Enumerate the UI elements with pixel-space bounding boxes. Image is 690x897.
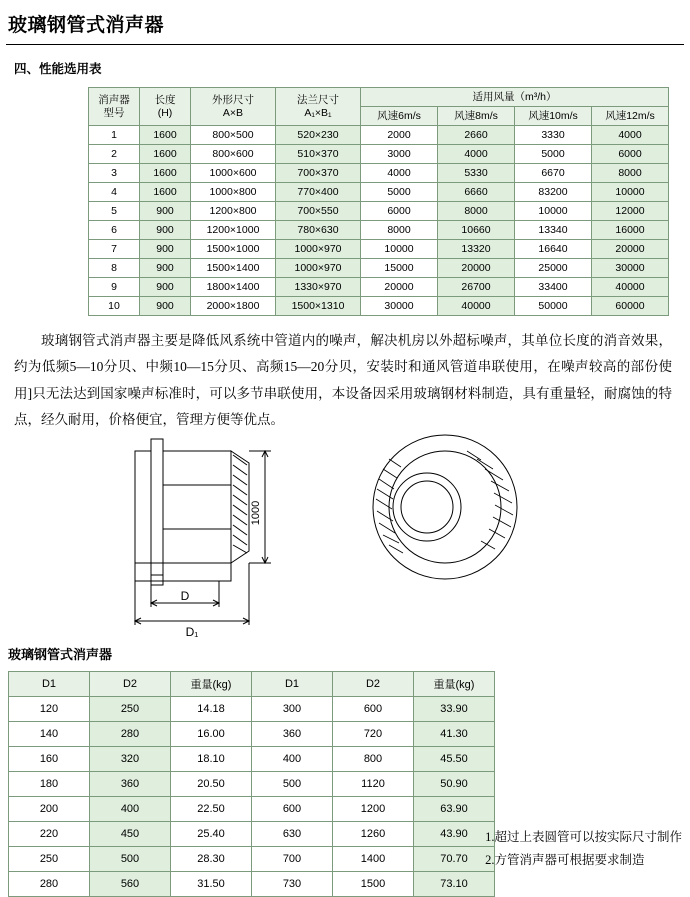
dims-header-weight-b: 重量(kg) [414,672,495,697]
dims-header-d1-a: D1 [9,672,90,697]
cell-v10: 10000 [515,202,592,221]
cell-v6: 8000 [361,221,438,240]
cell-weight-b: 41.30 [414,722,495,747]
cell-outer: 800×600 [191,145,276,164]
cell-weight-b: 73.10 [414,872,495,897]
table-row [89,240,669,259]
cell-v8: 10660 [438,221,515,240]
table-row [9,872,495,897]
cell-v12: 6000 [592,145,669,164]
header-length [140,88,191,126]
note-2: 2.方管消声器可根据要求制造 [485,852,645,867]
page-title: 玻璃钢管式消声器 [8,15,165,36]
cell-d1-b: 400 [252,747,333,772]
cell-v6: 6000 [361,202,438,221]
table-row [9,797,495,822]
cell-d2-a: 400 [90,797,171,822]
header-airflow: 适用风量（m³/h） [361,88,669,107]
silencer-drawing-svg [115,433,575,638]
cell-weight-b: 50.90 [414,772,495,797]
header-outer-size [191,88,276,126]
cell-v10: 6670 [515,164,592,183]
cell-d2-b: 1400 [333,847,414,872]
cell-weight-a: 20.50 [171,772,252,797]
cell-v8: 20000 [438,259,515,278]
table-row [9,847,495,872]
cell-v12: 60000 [592,297,669,316]
body-paragraph: 玻璃钢管式消声器主要是降低风系统中管道内的噪声，解决机房以外超标噪声，其单位长度的消音效果，约为低频5—10分贝、中频10—15分贝、高频15—20分贝，安装时和通风管道串联使用，在噪声较高的部份使用]只无法达到国家噪声标准时，可以多节串联使用，本设备因采用玻璃钢材料制造，具有重量轻，耐腐蚀的特点，经久耐用，价格便宜，管理方便等优点。 [14,333,672,427]
cell-v10: 33400 [515,278,592,297]
cell-d2-a: 280 [90,722,171,747]
cell-d1-a: 140 [9,722,90,747]
performance-table [88,87,669,316]
header-speed-12: 风速12m/s [592,107,669,126]
dim-d-label: D [180,589,190,604]
cell-length: 1600 [140,164,191,183]
cell-outer: 1200×800 [191,202,276,221]
cell-d2-a: 360 [90,772,171,797]
cell-model: 7 [89,240,140,259]
cell-v8: 2660 [438,126,515,145]
dim-d1-label: D₁ [185,625,199,639]
header-model-line1: 消声器 [98,94,130,107]
cell-length: 900 [140,259,191,278]
dims-table-title: 玻璃钢管式消声器 [8,647,113,663]
cell-d1-a: 120 [9,697,90,722]
dims-header-d1-b: D1 [252,672,333,697]
cell-flange: 1500×1310 [276,297,361,316]
header-speed-8: 风速8m/s [438,107,515,126]
cell-outer: 1000×800 [191,183,276,202]
cell-d1-b: 360 [252,722,333,747]
cell-model: 2 [89,145,140,164]
table-row [89,164,669,183]
cell-flange: 770×400 [276,183,361,202]
cell-model: 1 [89,126,140,145]
cell-d1-b: 500 [252,772,333,797]
cell-d1-a: 250 [9,847,90,872]
cell-d1-b: 300 [252,697,333,722]
header-model-line2: 型号 [103,106,125,119]
cell-d1-b: 730 [252,872,333,897]
cell-length: 900 [140,240,191,259]
table-header-row [89,88,669,107]
cell-v6: 4000 [361,164,438,183]
cell-v8: 5330 [438,164,515,183]
cell-v10: 16640 [515,240,592,259]
cell-v12: 20000 [592,240,669,259]
cell-d2-a: 560 [90,872,171,897]
cell-model: 3 [89,164,140,183]
cell-weight-a: 14.18 [171,697,252,722]
cell-model: 5 [89,202,140,221]
dims-header-weight-a: 重量(kg) [171,672,252,697]
cell-d1-a: 200 [9,797,90,822]
cell-d2-a: 320 [90,747,171,772]
cell-d2-b: 1120 [333,772,414,797]
table-row [9,822,495,847]
performance-table-wrap [0,77,690,316]
cell-v12: 8000 [592,164,669,183]
header-speed-10: 风速10m/s [515,107,592,126]
cell-v12: 10000 [592,183,669,202]
table-row [89,297,669,316]
cell-d2-b: 1500 [333,872,414,897]
cell-d1-a: 280 [9,872,90,897]
cell-weight-b: 63.90 [414,797,495,822]
cell-d1-b: 630 [252,822,333,847]
cell-v6: 30000 [361,297,438,316]
cell-outer: 2000×1800 [191,297,276,316]
cell-v12: 16000 [592,221,669,240]
cell-model: 6 [89,221,140,240]
cell-weight-a: 31.50 [171,872,252,897]
header-flange-line2: A₁×B₁ [304,106,332,119]
cell-v12: 4000 [592,126,669,145]
cell-outer: 1500×1000 [191,240,276,259]
cell-model: 8 [89,259,140,278]
header-model [89,88,140,126]
cell-weight-a: 18.10 [171,747,252,772]
cell-d1-a: 160 [9,747,90,772]
cell-weight-b: 70.70 [414,847,495,872]
table-row [89,278,669,297]
cell-flange: 1330×970 [276,278,361,297]
cell-v8: 26700 [438,278,515,297]
dim-height-label: 1000 [250,501,262,526]
table-row [9,722,495,747]
header-length-line1: 长度 [154,94,176,107]
table-row [89,126,669,145]
cell-v6: 15000 [361,259,438,278]
cell-flange: 1000×970 [276,240,361,259]
cell-v6: 3000 [361,145,438,164]
header-speed-6: 风速6m/s [361,107,438,126]
header-flange-line1: 法兰尺寸 [297,94,339,107]
table-row [9,747,495,772]
cell-model: 9 [89,278,140,297]
cell-d2-b: 800 [333,747,414,772]
cell-weight-b: 43.90 [414,822,495,847]
dims-header-row [9,672,495,697]
cell-weight-b: 33.90 [414,697,495,722]
header-outer-line2: A×B [222,106,244,119]
table-row [89,221,669,240]
cell-outer: 1200×1000 [191,221,276,240]
cell-v10: 25000 [515,259,592,278]
cell-d1-b: 700 [252,847,333,872]
cell-length: 900 [140,297,191,316]
dims-table [8,671,495,897]
cell-v6: 5000 [361,183,438,202]
cell-v6: 10000 [361,240,438,259]
notes-block [485,826,682,872]
cell-v8: 4000 [438,145,515,164]
cell-v10: 13340 [515,221,592,240]
cell-weight-a: 28.30 [171,847,252,872]
cell-d1-a: 180 [9,772,90,797]
cell-d2-a: 450 [90,822,171,847]
cell-outer: 1000×600 [191,164,276,183]
technical-drawing [0,433,690,638]
cell-weight-a: 25.40 [171,822,252,847]
cell-v6: 2000 [361,126,438,145]
cell-v10: 3330 [515,126,592,145]
cell-length: 1600 [140,145,191,164]
table-row [9,697,495,722]
cell-v12: 30000 [592,259,669,278]
cell-flange: 510×370 [276,145,361,164]
cell-v10: 5000 [515,145,592,164]
table-row [9,772,495,797]
cell-d1-b: 600 [252,797,333,822]
cell-d2-a: 500 [90,847,171,872]
cell-length: 900 [140,221,191,240]
cell-flange: 520×230 [276,126,361,145]
cell-weight-a: 22.50 [171,797,252,822]
cell-d2-a: 250 [90,697,171,722]
table-row [89,183,669,202]
cell-length: 900 [140,278,191,297]
cell-weight-a: 16.00 [171,722,252,747]
cell-v8: 13320 [438,240,515,259]
cell-flange: 1000×970 [276,259,361,278]
cell-flange: 780×630 [276,221,361,240]
note-1: 1.超过上表圆管可以按实际尺寸制作 [485,829,682,844]
cell-length: 1600 [140,126,191,145]
cell-d2-b: 720 [333,722,414,747]
cell-outer: 1500×1400 [191,259,276,278]
section-heading: 四、性能选用表 [14,62,102,76]
header-outer-line1: 外形尺寸 [212,94,254,107]
cell-length: 1600 [140,183,191,202]
cell-v8: 6660 [438,183,515,202]
cell-v10: 83200 [515,183,592,202]
cell-outer: 800×500 [191,126,276,145]
cell-length: 900 [140,202,191,221]
cell-outer: 1800×1400 [191,278,276,297]
header-length-line2: (H) [157,106,173,119]
cell-flange: 700×370 [276,164,361,183]
cell-d2-b: 600 [333,697,414,722]
dims-header-d2-a: D2 [90,672,171,697]
cell-v8: 40000 [438,297,515,316]
cell-d2-b: 1200 [333,797,414,822]
cell-model: 10 [89,297,140,316]
cell-v12: 12000 [592,202,669,221]
cell-v12: 40000 [592,278,669,297]
table-row [89,259,669,278]
header-flange-size [276,88,361,126]
cell-v6: 20000 [361,278,438,297]
cell-v8: 8000 [438,202,515,221]
table-row [89,145,669,164]
cell-flange: 700×550 [276,202,361,221]
cell-v10: 50000 [515,297,592,316]
dims-header-d2-b: D2 [333,672,414,697]
cell-weight-b: 45.50 [414,747,495,772]
table-row [89,202,669,221]
cell-d1-a: 220 [9,822,90,847]
cell-model: 4 [89,183,140,202]
cell-d2-b: 1260 [333,822,414,847]
